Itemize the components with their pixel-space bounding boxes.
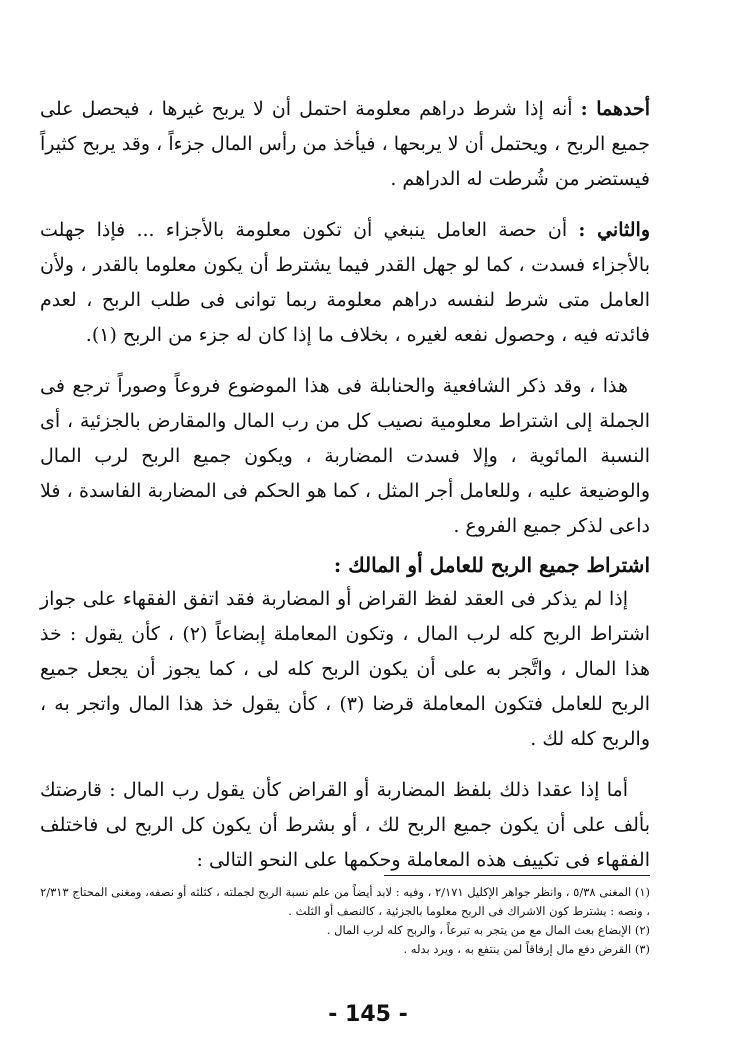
- section-heading: اشتراط جميع الربح للعامل أو المالك :: [333, 553, 650, 577]
- paragraph-text: أما إذا عقدا ذلك بلفظ المضاربة أو القراض كأن يقول رب المال : قارضتك بألف على أن يكون جميع الربح لك ، أو بشرط أن يكون كل الربح لى فاختلف الفقهاء فى تكييف هذه المعاملة وحكمها على النحو التالى :: [40, 779, 650, 871]
- paragraph-lead: أحدهما :: [580, 98, 650, 120]
- paragraph-no-qirad-word: [40, 582, 650, 757]
- footnote-divider: [384, 875, 650, 876]
- paragraph-lead: والثاني :: [578, 219, 650, 241]
- paragraph-schools-note: [40, 369, 650, 544]
- paragraph-first-reason: [40, 92, 650, 197]
- footnote-2: (٢) الإبضاع بعث المال مع من يتجر به تبرعاً ، والربح كله لرب المال .: [326, 923, 650, 937]
- paragraph-second-reason: [40, 213, 650, 353]
- paragraph-text: أن حصة العامل ينبغي أن تكون معلومة بالأجزاء ... فإذا جهلت بالأجزاء فسدت ، كما لو جهل القدر فيما يشترط أن يكون معلوما بالقدر ، ولأن العامل متى شرط لنفسه دراهم معلومة ربما توانى فى طلب الربح ، لعدم فائدته فيه ، وحصول نفعه لغيره ، بخلاف ما إذا كان له جزء من الربح (١).: [40, 219, 650, 346]
- paragraph-text: إذا لم يذكر فى العقد لفظ القراض أو المضاربة فقد اتفق الفقهاء على جواز اشتراط الربح كله لرب المال ، وتكون المعاملة إبضاعاً (٢) ، كأن يقول : خذ هذا المال ، واتَّجر به على أن يكون الربح كله لى ، كما يجوز أن يجعل جميع الربح للعامل فتكون المعاملة قرضا (٣) ، كأن يقول خذ هذا المال واتجر به ، والربح كله لك .: [40, 588, 650, 750]
- page-body: [40, 92, 650, 878]
- page-number: - 145 -: [328, 1002, 408, 1027]
- footnotes: [40, 883, 650, 959]
- footnote-3: (٣) القرض دفع مال إرفاقاً لمن ينتفع به ، ويرد بدله .: [403, 942, 650, 956]
- paragraph-text: أنه إذا شرط دراهم معلومة احتمل أن لا يربح غيرها ، فيحصل على جميع الربح ، ويحتمل أن لا يربحها ، فيأخذ من رأس المال جزءاً ، وقد يربح كثيراً فيستضر من شُرطت له الدراهم .: [40, 98, 650, 190]
- footnote-1: (١) المغنى ٥/٣٨ ، وانظر جواهر الإكليل ٢/١٧١ ، وفيه : لابد أيضاً من علم نسبة الربح لجملته ، كثلثه أو نصفه، ومغنى المحتاج ٢/٣١٣ ، ونصه : يشترط كون الاشراك فى الربح معلوما بالجزئية ، كالنصف أو الثلث .: [40, 885, 650, 918]
- paragraph-text: هذا ، وقد ذكر الشافعية والحنابلة فى هذا الموضوع فروعاً وصوراً ترجع فى الجملة إلى اشتراط معلومية نصيب كل من رب المال والمقارض بالجزئية ، أى النسبة المائوية ، وإلا فسدت المضاربة ، ويكون جميع الربح لرب المال والوضيعة عليه ، وللعامل أجر المثل ، كما هو الحكم فى المضاربة الفاسدة ، فلا داعى لذكر جميع الفروع .: [40, 375, 650, 537]
- paragraph-with-qirad-word: [40, 773, 650, 878]
